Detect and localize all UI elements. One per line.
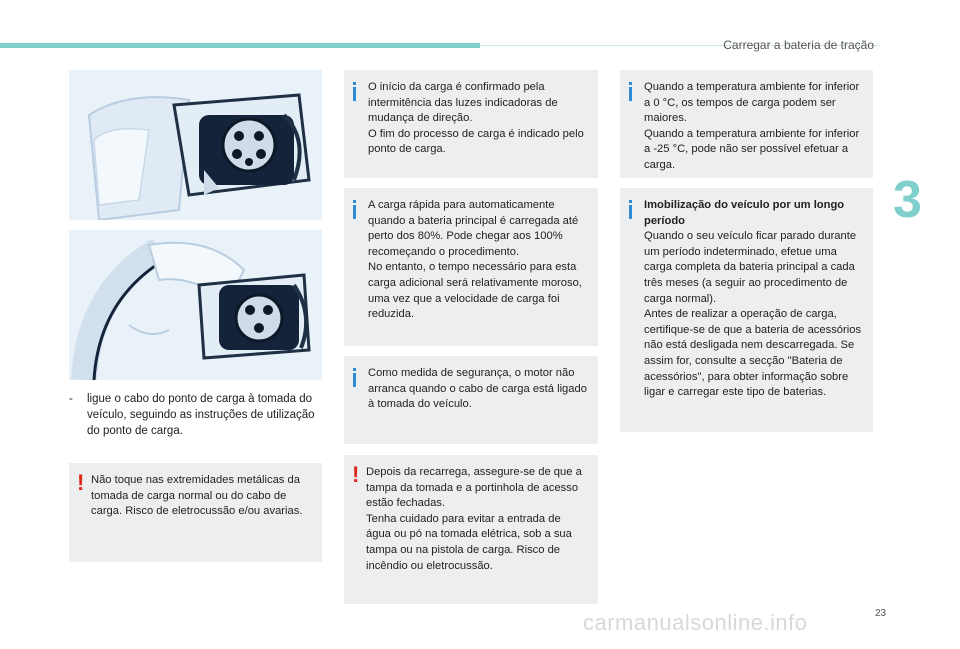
info-icon (353, 368, 356, 387)
info-box-temperature (620, 70, 873, 178)
bullet-text: ligue o cabo do ponto de carga à tomada do veículo, seguindo as instruções de utilização do ponto de carga. (87, 393, 315, 437)
chapter-title: Carregar a bateria de tração (723, 38, 874, 52)
info-box-charge-start (344, 70, 598, 178)
watermark: carmanualsonline.info (583, 610, 808, 635)
page-number: 23 (875, 608, 887, 619)
info-text: A carga rápida para automaticamente quando a bateria principal é carregada até perto dos 80%. Pode chegar aos 100% recomeçando o procedimento. No entanto, o tempo necessário para esta carga adicional será relativamente moroso, uma vez que a velocidade de carga foi reduzida. (368, 199, 582, 321)
instruction-bullet (69, 391, 319, 439)
warning-text: Não toque nas extremidades metálicas da tomada de carga normal ou do cabo de carga. Risco de eletrocussão e/ou avarias. (91, 474, 303, 518)
info-text: Quando o seu veículo ficar parado durante um período indeterminado, efetue uma carga completa da bateria principal a cada três meses (a seguir ao procedimento de carga normal). Antes de realizar a operação de carga, certifique-se de que a bateria de acessórios não está desligada nem descarregada. Se assim for, consulte a secção "Bateria de acessórios", para obter informação sobre ligar e carregar este tipo de baterias. (644, 230, 862, 399)
chapter-number: 3 (893, 171, 922, 229)
info-icon (353, 82, 356, 101)
info-text: O início da carga é confirmado pela intermitência das luzes indicadoras de mudança de direção. O fim do processo de carga é indicado pelo ponto de carga. (368, 81, 584, 156)
warning-box-metal-contacts (69, 463, 322, 562)
info-box-long-immobilization (620, 188, 873, 432)
info-title: Imobilização do veículo por um longo período (644, 199, 845, 227)
info-text: Como medida de segurança, o motor não arranca quando o cabo de carga está ligado à tomada do veículo. (368, 367, 587, 411)
bullet-dash: - (69, 393, 73, 405)
warning-icon: ! (77, 470, 85, 495)
info-box-safety (344, 356, 598, 444)
illustration-charging-socket (69, 70, 322, 220)
info-icon (629, 200, 632, 219)
warning-text: Depois da recarrega, assegure-se de que a tampa da tomada e a portinhola de acesso estão fechadas. Tenha cuidado para evitar a entrada de água ou pó na tomada elétrica, sob a sua tampa ou na pistola de carga. Risco de incêndio ou eletrocussão. (366, 466, 582, 572)
warning-icon: ! (352, 462, 360, 487)
info-icon (353, 200, 356, 219)
info-text: Quando a temperatura ambiente for inferior a 0 °C, os tempos de carga podem ser maiores. Quando a temperatura ambiente for inferior a -25 °C, pode não ser possível efetuar a carga. (644, 81, 860, 171)
illustration-cable-plugged (69, 230, 322, 380)
warning-box-after-charge (344, 455, 598, 604)
info-box-fast-charge (344, 188, 598, 346)
info-icon (629, 82, 632, 101)
header-accent-bar (0, 43, 480, 48)
